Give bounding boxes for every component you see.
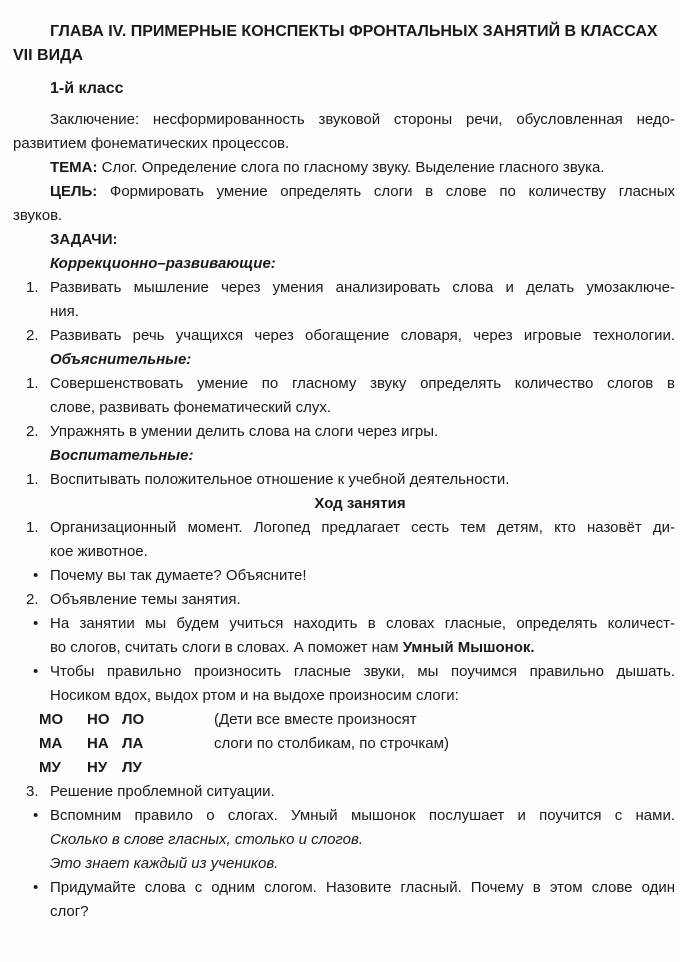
bullet-item	[13, 804, 675, 828]
syllable-row	[13, 708, 675, 732]
text-run: Объяснительные:	[50, 351, 192, 368]
text-run: Вспомним правило о слогах. Умный мышонок послушает и поучится с нами.	[50, 807, 675, 824]
chapter-title-line-2	[13, 44, 675, 68]
number-marker: 2.	[26, 591, 39, 608]
rule-italic-line	[13, 852, 675, 876]
task-item-cont	[13, 300, 675, 324]
text-run: На занятии мы будем учиться находить в словах гласные, определять количест-	[50, 615, 675, 632]
lesson-course-heading	[13, 492, 675, 516]
text-run: Совершенствовать умение по гласному звуку определять количество слогов в	[50, 375, 675, 392]
correctional-tasks-heading	[13, 252, 675, 276]
bullet-item-cont	[13, 636, 675, 660]
step-item	[13, 516, 675, 540]
text-run: Развивать мышление через умения анализировать слова и делать умозаключе-	[50, 279, 675, 296]
explanatory-tasks-heading	[13, 348, 675, 372]
bullet-marker: •	[33, 567, 39, 584]
chapter-title-line-1	[13, 20, 675, 44]
syllable-row	[13, 756, 675, 780]
text-run: Ход занятия	[314, 495, 406, 512]
syllable-comment: слоги по столбикам, по строчкам)	[214, 735, 449, 752]
number-marker: 2.	[26, 327, 39, 344]
text-run: развитием фонематических процессов.	[13, 135, 290, 152]
text-run: Решение проблемной ситуации.	[50, 783, 275, 800]
text-run: Носиком вдох, выдох ртом и на выдохе произносим слоги:	[50, 687, 459, 704]
step-item-cont	[13, 540, 675, 564]
step-item	[13, 588, 675, 612]
text-run: Слог. Определение слога по гласному звуку. Выделение гласного звука.	[97, 159, 605, 176]
text-run: 1-й класс	[50, 80, 124, 97]
number-marker: 3.	[26, 783, 39, 800]
text-run: Почему вы так думаете? Объясните!	[50, 567, 307, 584]
syllable: МА	[39, 735, 63, 752]
syllable: ЛА	[122, 735, 144, 752]
text-run: Объявление темы занятия.	[50, 591, 241, 608]
text-run: ТЕМА:	[50, 159, 98, 176]
syllable-row	[13, 732, 675, 756]
bullet-item	[13, 564, 675, 588]
syllable: ЛО	[122, 711, 145, 728]
topic-line	[13, 156, 675, 180]
grade-heading	[13, 77, 675, 101]
task-item-cont	[13, 396, 675, 420]
text-run: Упражнять в умении делить слова на слоги через игры.	[50, 423, 439, 440]
text-run: Формировать умение определять слоги в слове по количеству гласных	[97, 183, 675, 200]
number-marker: 1.	[26, 375, 39, 392]
syllable: ЛУ	[122, 759, 142, 776]
text-run: Это знает каждый из учеников.	[50, 855, 279, 872]
rule-italic-line	[13, 828, 675, 852]
syllable: НО	[87, 711, 110, 728]
text-run: Воспитывать положительное отношение к учебной деятельности.	[50, 471, 510, 488]
text-run: во слогов, считать слоги в словах. А поможет нам	[50, 639, 403, 656]
tasks-heading	[13, 228, 675, 252]
syllable: НУ	[87, 759, 108, 776]
syllable: МУ	[39, 759, 61, 776]
task-item	[13, 420, 675, 444]
goal-line-cont	[13, 204, 675, 228]
bullet-marker: •	[33, 615, 39, 632]
syllable: МО	[39, 711, 64, 728]
bullet-item-cont	[13, 900, 675, 924]
text-run: слог?	[50, 903, 89, 920]
educational-tasks-heading	[13, 444, 675, 468]
task-item	[13, 372, 675, 396]
text-run: ЦЕЛЬ:	[50, 183, 98, 200]
text-run: ГЛАВА IV. ПРИМЕРНЫЕ КОНСПЕКТЫ ФРОНТАЛЬНЫХ ЗАНЯТИЙ В КЛАССАХ	[50, 23, 658, 40]
text-run: Организационный момент. Логопед предлагает сесть тем детям, кто назовёт ди-	[50, 519, 675, 536]
text-run: Коррекционно–развивающие:	[50, 255, 276, 272]
syllable-comment: (Дети все вместе произносят	[214, 711, 417, 728]
bullet-item	[13, 660, 675, 684]
text-run: Воспитательные:	[50, 447, 194, 464]
number-marker: 1.	[26, 519, 39, 536]
task-item	[13, 276, 675, 300]
task-item	[13, 468, 675, 492]
text-run: ЗАДАЧИ:	[50, 231, 118, 248]
bullet-item-cont	[13, 684, 675, 708]
bullet-item	[13, 876, 675, 900]
text-run: Сколько в слове гласных, столько и слогов.	[50, 831, 363, 848]
number-marker: 2.	[26, 423, 39, 440]
text-run: ния.	[50, 303, 79, 320]
syllable: НА	[87, 735, 109, 752]
conclusion-line	[13, 108, 675, 132]
number-marker: 1.	[26, 471, 39, 488]
text-run: Придумайте слова с одним слогом. Назовите гласный. Почему в этом слове один	[50, 879, 675, 896]
text-run: Развивать речь учащихся через обогащение словаря, через игровые технологии.	[50, 327, 675, 344]
bullet-marker: •	[33, 663, 39, 680]
text-run: Чтобы правильно произносить гласные звуки, мы поучимся правильно дышать.	[50, 663, 675, 680]
text-run: слове, развивать фонематический слух.	[50, 399, 332, 416]
text-run: VII ВИДА	[13, 47, 84, 64]
task-item	[13, 324, 675, 348]
bullet-marker: •	[33, 807, 39, 824]
text-run: звуков.	[13, 207, 63, 224]
number-marker: 1.	[26, 279, 39, 296]
text-run: кое животное.	[50, 543, 148, 560]
conclusion-line-cont	[13, 132, 675, 156]
goal-line	[13, 180, 675, 204]
text-run: Заключение: несформированность звуковой стороны речи, обусловленная недо-	[50, 111, 675, 128]
bullet-marker: •	[33, 879, 39, 896]
step-item	[13, 780, 675, 804]
text-run: Умный Мышонок.	[402, 639, 535, 656]
bullet-item	[13, 612, 675, 636]
